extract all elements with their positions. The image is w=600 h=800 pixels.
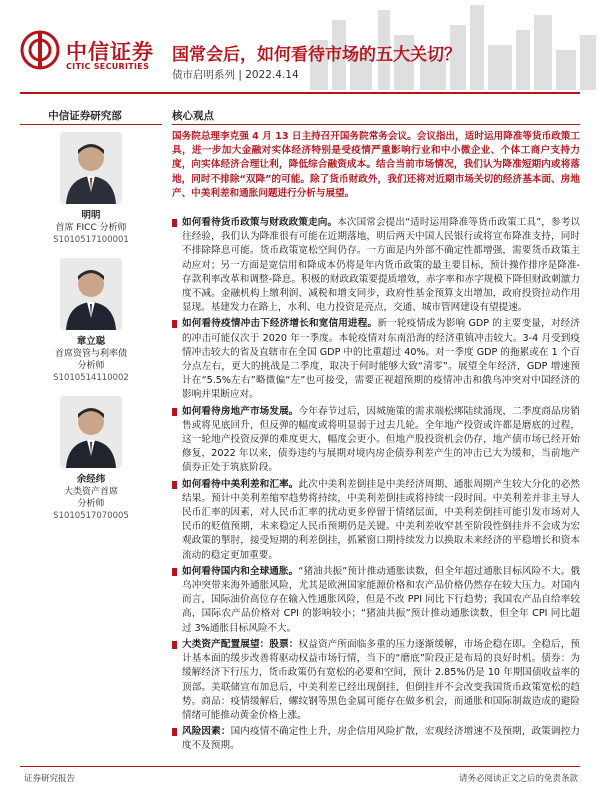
- analyst-card: [20, 258, 162, 384]
- analyst-role-cont: 分析师: [77, 361, 105, 371]
- right-heading-divider: [172, 124, 580, 125]
- paragraph-lead: 如何看待中美利差和汇率。: [182, 478, 299, 490]
- view-paragraph-risk-factors: [172, 725, 580, 753]
- bullet-marker: [172, 728, 177, 736]
- bullet-marker: [172, 320, 177, 328]
- analyst-role: 首席 FICC 分析师: [55, 223, 127, 233]
- research-dept-heading: 中信证券研究部: [48, 110, 122, 122]
- report-header: [0, 0, 600, 92]
- view-paragraph-spread-fx: [172, 478, 580, 563]
- view-paragraph-real-estate: [172, 405, 580, 476]
- analyst-license-id: S1010517070005: [53, 511, 129, 521]
- analyst-name: 余经纬: [76, 474, 106, 485]
- analyst-role: 首席资管与利率债: [54, 349, 127, 359]
- analyst-name: 章立聪: [76, 336, 106, 347]
- bullet-marker: [172, 219, 177, 227]
- paragraph-text: 本次国常会提出“适时运用降准等货币政策工具”，参考以往经验，我们认为降准很有可能在近期落地，明后两天中国人民银行或将宣布降准支持，同时不排除降息可能。货币政策宽松空间仍存。一方面是内外部不确定性都增强，需要货币政策主动应对；另一方面是宽信用和降成本仍将是年内货币政策的最主要目标，预计操作排序是降准-存款利率改革和调整-降息。积极的财政政策要提质增效，赤字率和赤字规模下降但财政刺激力度不减。金融机构上缴利润、减税和增支同步，政府性基金预算支出增加，政府投资拉动作用显现。基建发力在路上，水利、电力投资是亮点，交通、城市管网建设有望提速。: [182, 217, 580, 314]
- view-paragraph-asset-allocation: [172, 638, 580, 723]
- header-divider: [20, 92, 580, 94]
- footer-disclaimer-note: 请务必阅读正文之后的免责条款: [458, 774, 578, 784]
- analyst-photo-icon: [60, 396, 122, 468]
- left-heading-divider: [20, 124, 162, 125]
- analyst-license-id: S1010517100001: [53, 235, 129, 245]
- paragraph-lead: 如何看待货币政策与财政政策走向。: [182, 217, 338, 228]
- paragraph-lead: 如何看待国内和全球通胀。: [182, 565, 299, 577]
- paragraph-text: 权益资产所面临多重的压力逐渐缓解，市场企稳在即。全稳后，预计基本面的缓步改善将驱动权益市场行情，当下的“磨底”阶段正是布局的良好时机。债券：为缓解经济下行压力，货币政策仍有宽松的必要和空间，预计 2.85%仍是 10 年期国债收益率的顶部。美联储宣布加息后，中美利差已经出现倒挂，但倒挂并不会改变我国货币政策宽松的趋势。商品：疫情缓解后，螺纹钢等黑色金属可能存在做多机会，而通胀和国际制裁造成的避险情绪可能推动黄金价格上涨。: [182, 638, 581, 721]
- report-title: 国常会后，如何看待市场的五大关切？: [172, 45, 461, 65]
- paragraph-text: 国内疫情不确定性上升，房企信用风险扩散，宏观经济增速不及预期，政策调控力度不及预期。: [182, 726, 581, 752]
- logo-text-en: CITIC SECURITIES: [66, 62, 150, 71]
- paragraph-text: 此次中美利差倒挂是中美经济周期、通胀周期产生较大分化的必然结果。预计中美利差缩窄趋势将持续，中美利差倒挂或将持续一段时间。中美利差并非主导人民币汇率的因素，对人民币汇率的扰动更多停留于情绪层面，中美利差倒挂可能引发市场对人民币的贬值预期，未来稳定人民币预期仍是关键。中美利差收窄甚至阶段性倒挂并不会成为宏观政策的掣肘，接受短期的利差倒挂，抓紧窗口期持续发力以换取未来经济的平稳增长和资本流动的稳定更加重要。: [182, 478, 581, 561]
- summary-paragraph: 国务院总理李克强 4 月 13 日主持召开国务院常务会议。会议指出，适时运用降准等货币政策工具，进一步加大金融对实体经济特别是受疫情严重影响行业和中小微企业、个体工商户支持力度，向实体经济合理让利，降低综合融资成本。结合当前市场情况，我们认为降准短期内或将落地，同时不排除“双降”的可能。除了货币财政外，我们还将对近期市场关切的经济基本面、房地产、中美利差和通胀问题进行分析与展望。: [172, 131, 580, 199]
- bullet-marker: [172, 641, 177, 649]
- analyst-role: 大类资产首席: [63, 487, 118, 497]
- analyst-photo-icon: [60, 132, 122, 204]
- paragraph-text: 新一轮疫情成为影响 GDP 的主要变量，对经济的冲击可能仅次于 2020 年一季度。本轮疫情对东南沿海的经济重镇冲击较大。3-4 月受到疫情冲击较大的省及直辖市在全国 GDP 中的比重超过 40%。对一季度 GDP 的拖累或在 1 个百分点左右，更大的挑战是二季度，取决于何时能够大致“清零”。展望全年经济，GDP 增速预计在“5.5%左右”略微偏“左”也可接受，需要正视超预期的疫情冲击和俄乌冲突对中国经济的影响并果断应对。: [182, 318, 580, 401]
- analyst-card: [20, 396, 162, 522]
- view-paragraph-growth-credit: [172, 317, 580, 402]
- view-paragraph-inflation: [172, 565, 580, 636]
- paragraph-text: “猪油共振”预计推动通胀读数，但全年超过通胀目标风险不大。俄乌冲突带来海外通胀风险，尤其是欧洲国家能源价格和农产品价格仍然存在较大压力。对国内而言，国际油价高位存在输入性通胀风险，但是不改 PPI 同比下行趋势；我国农产品自给率较高，国际农产品价格对 CPI 的影响较小；“猪油共振”预计推动通胀读数，但全年 CPI 同比超过 3%通胀目标风险不大。: [182, 565, 580, 634]
- footer-report-type: 证券研究报告: [24, 774, 76, 784]
- bullet-marker: [172, 481, 177, 489]
- paragraph-lead: 如何看待房地产市场发展。: [182, 405, 299, 417]
- analyst-card: [20, 132, 162, 246]
- analyst-license-id: S1010514110002: [53, 373, 129, 383]
- paragraph-lead: 风险因素：: [182, 726, 231, 738]
- report-subtitle: 债市启明系列 | 2022.4.14: [172, 69, 299, 81]
- analyst-role-cont: 分析师: [77, 499, 105, 509]
- footer-divider: [20, 766, 580, 767]
- analyst-name: 明明: [81, 210, 101, 221]
- core-views-heading: 核心观点: [172, 110, 214, 122]
- logo-text-cn: 中信证券: [66, 40, 154, 64]
- paragraph-lead: 大类资产配置展望：股票：: [182, 638, 299, 650]
- view-paragraph-monetary-fiscal: [172, 216, 580, 315]
- paragraph-text: 今年春节过后，因城施策的需求端松绑陆续涌现，二季度商品房销售或将见底回升，但反弹的幅度或将明显弱于过去几轮。全年地产投资或许都是磨底的过程，这一轮地产投资反弹的难度更大，幅度会更小。但地产股投资机会仍存，地产债市场已经开始修复，2022 年以来，债券违约与展期对境内房企债券利差产生的冲击已大为缓和，当前地产债券正处于筑底阶段。: [182, 405, 581, 474]
- analyst-photo-icon: [60, 258, 122, 330]
- paragraph-lead: 如何看待疫情冲击下经济增长和宽信用进程。: [182, 318, 378, 330]
- bullet-marker: [172, 408, 177, 416]
- core-views-body: [172, 216, 580, 756]
- bullet-marker: [172, 568, 177, 576]
- citic-logo-icon: [20, 30, 60, 70]
